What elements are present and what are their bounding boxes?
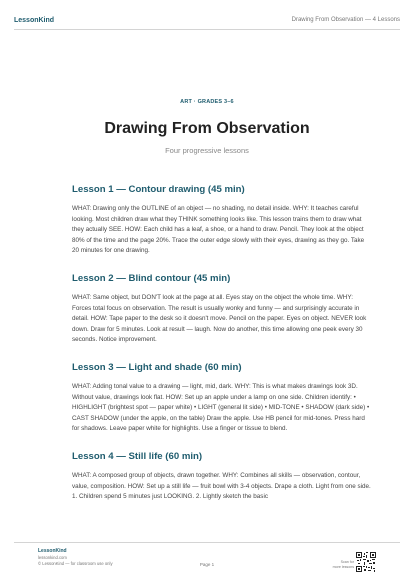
- lesson-body: WHAT: Same object, but DON'T look at the page at all. Eyes stay on the object the whole time. WHY: Forces total focus on observation. The result is usually wonky and funny — and surprisingly accurate in detail. HOW: Tape paper to the desk so it doesn't move. Pencil on the paper. Eyes on object. NEVER look down. Draw for 5 minutes. Look at result — laugh. Now do another, this time allowing one peek every 30 seconds. Notice improvement.: [72, 293, 367, 344]
- lesson-body: WHAT: Adding tonal value to a drawing — light, mid, dark. WHY: This is what makes drawings look 3D. Without value, drawings look flat. HOW: Set up an apple under a lamp on one side. Children identify: • HIGHLIGHT (brightest spot — paper white) • LIGHT (general lit side) • MID-TONE • SHADOW (dark side) • CAST SHADOW (under the apple, on the table) Draw the apple. Use HB pencil for mid-tones. Press hard for shadows. Leave paper white for highlights. Use a finger or tissue to blend.: [72, 382, 370, 433]
- lesson-3: [72, 362, 372, 435]
- qr-code-icon: [356, 552, 376, 572]
- qr-caption-line-1: Scan for: [340, 560, 354, 564]
- lesson-heading: Lesson 4 — Still life (60 min): [72, 450, 203, 462]
- lesson-body: WHAT: Drawing only the OUTLINE of an object — no shading, no detail inside. WHY: It teaches careful looking. Most children draw what they THINK something looks like. This lesson trains them to draw what they actually SEE. HOW: Each child has a leaf, a shoe, or a hand to draw. Pencil. They look at the object 80% of the time and the page 20%. Trace the outer edge slowly with their eyes, drawing as they go. Take 20 minutes for one drawing.: [72, 205, 365, 255]
- page-subtitle: Four progressive lessons: [165, 146, 249, 155]
- header-divider: [14, 29, 400, 30]
- lesson-heading: Lesson 2 — Blind contour (45 min): [72, 272, 231, 284]
- page-number: Page 1: [199, 562, 215, 567]
- qr-caption-line-2: more lessons: [332, 564, 354, 569]
- header-brand: LessonKind: [14, 16, 55, 24]
- footer-url: lessonkind.com: [38, 555, 67, 560]
- header-running-title: Drawing From Observation — 4 Lessons: [291, 17, 400, 23]
- page-title: Drawing From Observation: [104, 120, 310, 137]
- qr-caption: [333, 560, 354, 569]
- lesson-1: [72, 184, 372, 257]
- lesson-list: [72, 184, 372, 527]
- running-header: [14, 14, 400, 26]
- subject-kicker: ART · GRADES 3–6: [180, 99, 234, 105]
- footer-brand: LessonKind: [38, 548, 67, 554]
- lesson-4: [72, 451, 372, 511]
- lesson-2: [72, 273, 372, 346]
- footer-copyright: © LessonKind — for classroom use only: [38, 561, 113, 566]
- footer-divider: [14, 542, 400, 543]
- lesson-body: WHAT: A composed group of objects, drawn together. WHY: Combines all skills — observation, contour, value, composition. HOW: Set up a still life — fruit bowl with 3-4 objects. Drape a cloth. Light from one side. 1. Children spend 5 minutes just LOOKING. 2. Lightly sketch the basic: [72, 471, 371, 501]
- lesson-heading: Lesson 3 — Light and shade (60 min): [72, 361, 242, 373]
- lesson-heading: Lesson 1 — Contour drawing (45 min): [72, 184, 245, 195]
